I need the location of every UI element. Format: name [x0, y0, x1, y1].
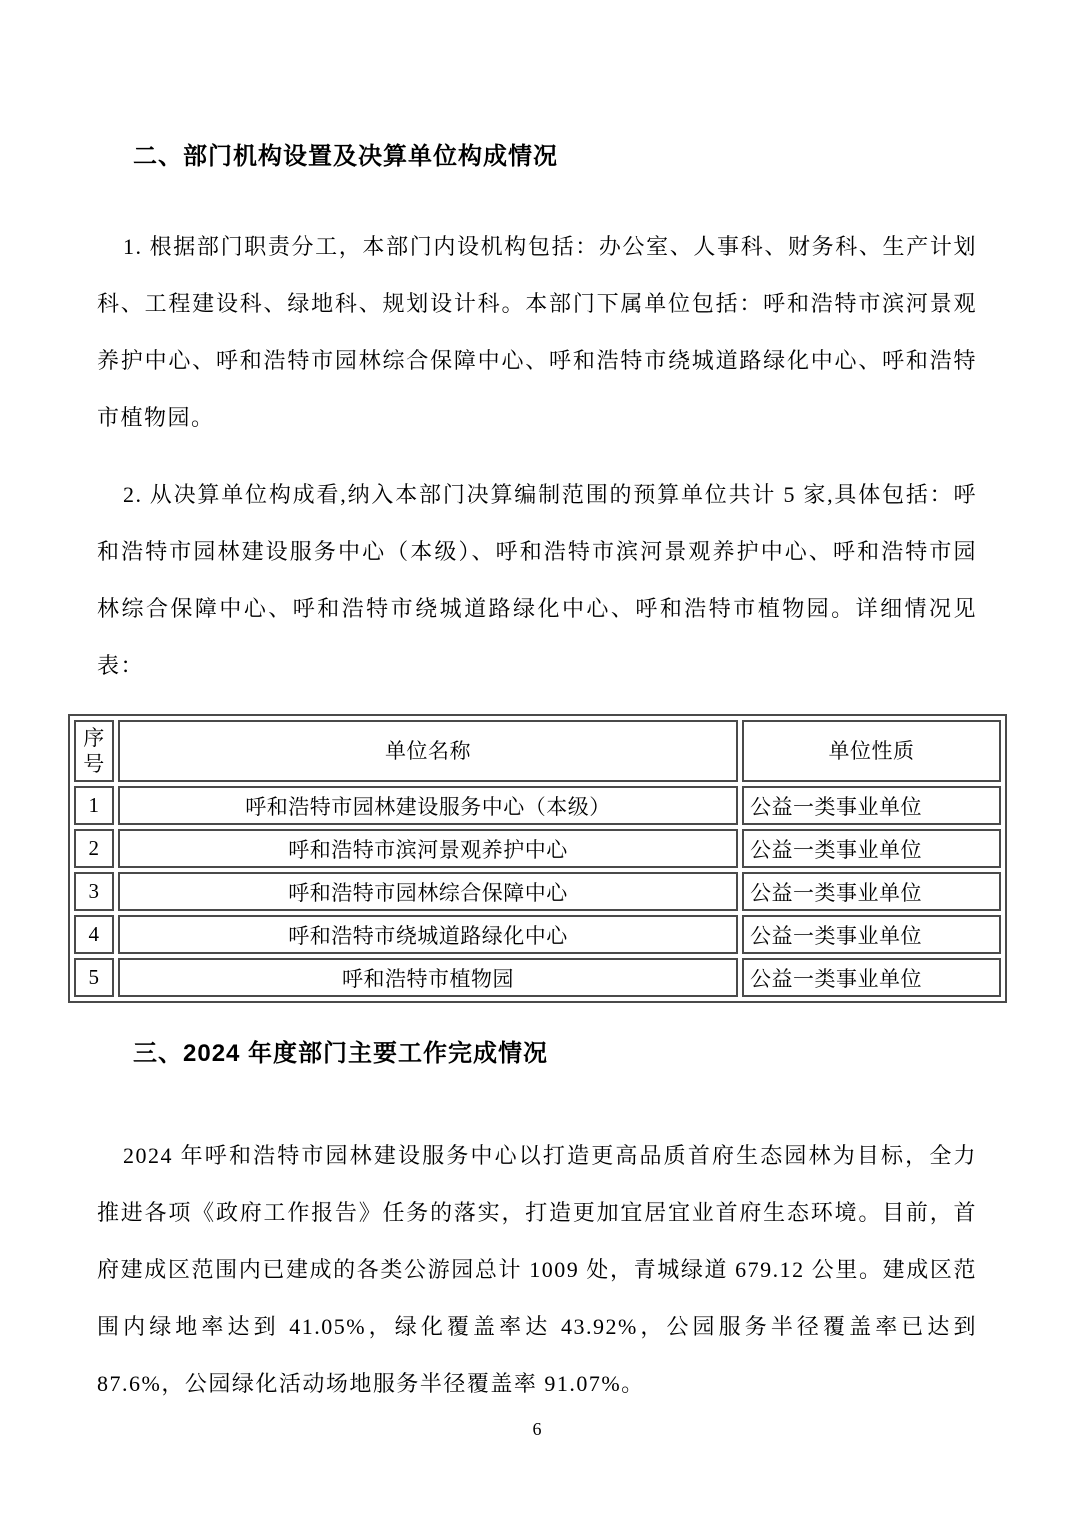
cell-nature: 公益一类事业单位 [742, 958, 1001, 997]
document-content [83, 142, 977, 1432]
cell-nature: 公益一类事业单位 [742, 915, 1001, 954]
cell-name: 呼和浩特市园林综合保障中心 [118, 872, 738, 911]
cell-name: 呼和浩特市滨河景观养护中心 [118, 829, 738, 868]
cell-nature: 公益一类事业单位 [742, 872, 1001, 911]
table-row [74, 829, 1001, 868]
table-row [74, 786, 1001, 825]
cell-index: 3 [74, 872, 114, 911]
section-3-heading: 三、2024 年度部门主要工作完成情况 [133, 1040, 549, 1067]
cell-name: 呼和浩特市植物园 [118, 958, 738, 997]
table-row [74, 872, 1001, 911]
section-3-paragraph-1: 2024 年呼和浩特市园林建设服务中心以打造更高品质首府生态园林为目标，全力推进各项《政府工作报告》任务的落实，打造更加宜居宜业首府生态环境。目前，首府建成区范围内已建成的各类公游园总计 1009 处，青城绿道 679.12 公里。建成区范围内绿地率达到 41.05%，绿化覆盖率达 43.92%，公园服务半径覆盖率已达到 87.6%，公园绿化活动场地服务半径覆盖率 91.07%。 [97, 1143, 977, 1396]
header-cell-name: 单位名称 [118, 720, 738, 782]
cell-nature: 公益一类事业单位 [742, 829, 1001, 868]
table-row [74, 915, 1001, 954]
header-cell-index: 序号 [74, 720, 114, 782]
cell-index: 5 [74, 958, 114, 997]
cell-index: 1 [74, 786, 114, 825]
unit-table-header [74, 720, 1001, 782]
header-cell-nature: 单位性质 [742, 720, 1001, 782]
section-2-paragraph-2: 2. 从决算单位构成看,纳入本部门决算编制范围的预算单位共计 5 家,具体包括：呼和浩特市园林建设服务中心（本级）、呼和浩特市滨河景观养护中心、呼和浩特市园林综合保障中心、呼和浩特市绕城道路绿化中心、呼和浩特市植物园。详细情况见表： [97, 482, 977, 678]
table-row [74, 958, 1001, 997]
cell-nature: 公益一类事业单位 [742, 786, 1001, 825]
table-header-row [74, 720, 1001, 782]
unit-table [68, 714, 1007, 1003]
cell-index: 4 [74, 915, 114, 954]
section-2-paragraph-1: 1. 根据部门职责分工，本部门内设机构包括：办公室、人事科、财务科、生产计划科、工程建设科、绿地科、规划设计科。本部门下属单位包括：呼和浩特市滨河景观养护中心、呼和浩特市园林综合保障中心、呼和浩特市绕城道路绿化中心、呼和浩特市植物园。 [97, 234, 977, 430]
cell-name: 呼和浩特市园林建设服务中心（本级） [118, 786, 738, 825]
unit-table-body [74, 786, 1001, 997]
cell-name: 呼和浩特市绕城道路绿化中心 [118, 915, 738, 954]
section-2-heading: 二、部门机构设置及决算单位构成情况 [133, 143, 558, 170]
page-number: 6 [532, 1419, 542, 1439]
cell-index: 2 [74, 829, 114, 868]
